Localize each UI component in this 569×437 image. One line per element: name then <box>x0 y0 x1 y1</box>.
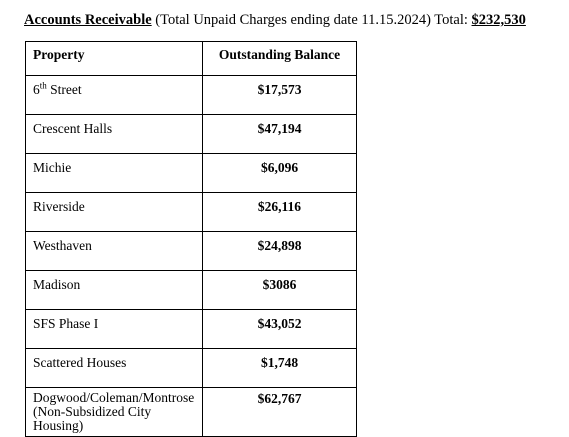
property-name: Street <box>46 82 82 97</box>
table-row <box>26 154 357 193</box>
balance-cell: $6,096 <box>203 154 357 193</box>
balance-cell: $24,898 <box>203 232 357 271</box>
header-outstanding-balance: Outstanding Balance <box>203 42 357 76</box>
accounts-receivable-table <box>25 41 357 437</box>
property-ordinal: 6 <box>33 82 40 97</box>
property-cell: SFS Phase I <box>26 310 203 349</box>
property-cell: Madison <box>26 271 203 310</box>
table-row <box>26 193 357 232</box>
property-cell: Westhaven <box>26 232 203 271</box>
table-row <box>26 349 357 388</box>
heading-total: $232,530 <box>471 12 526 28</box>
balance-cell: $26,116 <box>203 193 357 232</box>
header-property: Property <box>26 42 203 76</box>
property-cell: Dogwood/Coleman/Montrose (Non-Subsidized City Housing) <box>26 388 203 437</box>
table-header-row <box>26 42 357 76</box>
balance-cell: $1,748 <box>203 349 357 388</box>
balance-cell: $17,573 <box>203 76 357 115</box>
property-cell: Riverside <box>26 193 203 232</box>
property-ordinal-suffix: th <box>39 80 47 91</box>
table-row <box>26 115 357 154</box>
balance-cell: $3086 <box>203 271 357 310</box>
page-heading <box>24 11 526 29</box>
property-cell: Crescent Halls <box>26 115 203 154</box>
balance-cell: $62,767 <box>203 388 357 437</box>
property-cell <box>26 76 203 115</box>
table-row <box>26 271 357 310</box>
heading-label: Accounts Receivable <box>24 12 152 28</box>
balance-cell: $43,052 <box>203 310 357 349</box>
table-row <box>26 388 357 437</box>
table-row <box>26 76 357 115</box>
heading-detail: (Total Unpaid Charges ending date 11.15.2024) Total: <box>155 12 472 28</box>
property-cell: Scattered Houses <box>26 349 203 388</box>
table-row <box>26 310 357 349</box>
balance-cell: $47,194 <box>203 115 357 154</box>
table-row <box>26 232 357 271</box>
property-cell: Michie <box>26 154 203 193</box>
